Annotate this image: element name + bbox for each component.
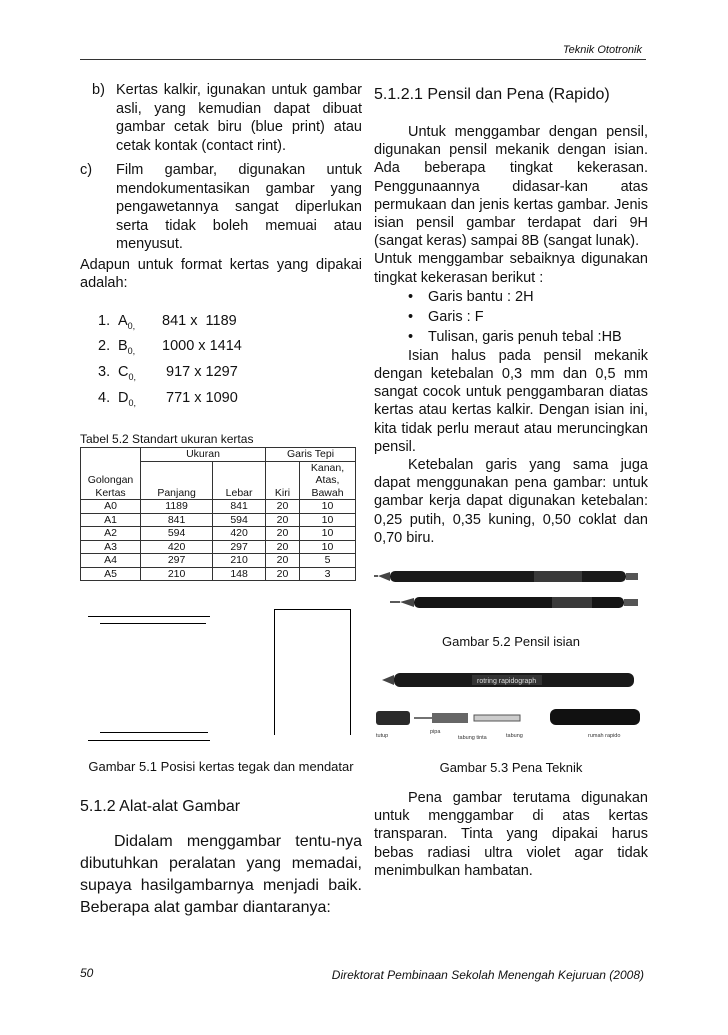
table-row — [81, 513, 356, 527]
table-cell: 420 — [141, 540, 213, 554]
table-cell: 5 — [300, 554, 356, 568]
th-garis-tepi: Garis Tepi — [266, 448, 356, 462]
table-cell: 10 — [300, 500, 356, 514]
format-intro: Adapun untuk format kertas yang dipakai adalah: — [80, 256, 362, 291]
table-cell: 210 — [213, 554, 266, 568]
paper-size-table — [80, 447, 356, 581]
left-column — [80, 75, 362, 919]
bullet-item: • Garis : F — [408, 308, 484, 325]
table-cell: A4 — [81, 554, 141, 568]
table-row — [81, 500, 356, 514]
list-marker: c) — [80, 162, 93, 178]
format-item: 2. $B_{0,}$ 1000 x 1414 — [98, 338, 242, 357]
svg-text:tutup: tutup — [376, 733, 389, 740]
table-cell: 1189 — [141, 500, 213, 514]
figure-5-1-caption: Gambar 5.1 Posisi kertas tegak dan mendatar — [88, 759, 354, 775]
table-cell: 841 — [141, 513, 213, 527]
running-header: Teknik Ototronik — [562, 44, 642, 56]
th-kanan: Kanan, Atas, Bawah — [300, 461, 356, 500]
pencil-1 — [374, 571, 638, 582]
list-item-text: Film gambar, digunakan untuk mendokumentasikan gambar yang pengawetannya sangat diperlukan serta tidak boleh memuai atau menyusut. — [116, 162, 362, 252]
table-cell: 20 — [266, 527, 300, 541]
th-ukuran: Ukuran — [141, 448, 266, 462]
table-cell: 841 — [213, 500, 266, 514]
table-row — [81, 567, 356, 581]
table-cell: 10 — [300, 513, 356, 527]
th-golongan: Golongan Kertas — [81, 448, 141, 500]
table-row — [81, 527, 356, 541]
bullet-item: • Garis bantu : 2H — [408, 288, 534, 305]
portrait-right-line — [350, 609, 351, 735]
landscape-bottom-line — [100, 732, 208, 733]
table-cell: 420 — [213, 527, 266, 541]
svg-text:pipa: pipa — [430, 729, 441, 736]
bullet-item: • Tulisan, garis penuh tebal :HB — [408, 328, 622, 345]
table-cell: 3 — [300, 567, 356, 581]
table-cell: 148 — [213, 567, 266, 581]
format-item: 4. $D_{0,}$ 771 x 1090 — [98, 390, 238, 409]
header-rule — [80, 59, 646, 60]
paragraph-pencil-2: Untuk menggambar sebaiknya digunakan tingkat kekerasan berikut : — [374, 251, 648, 286]
table-body — [81, 500, 356, 581]
page-number: 50 — [80, 966, 94, 980]
table-cell: 20 — [266, 500, 300, 514]
paragraph-pencil-3: Isian halus pada pensil mekanik dengan ketebalan 0,3 mm dan 0,5 mm sangat cocok untuk penggambaran diatas kertas atau kertas kalkir. Dengan isian ini, kita tidak perlu meraut atau meruncingkan pensil. — [374, 347, 648, 455]
landscape-top-line — [88, 616, 210, 617]
table-cell: 20 — [266, 554, 300, 568]
table-cell: 594 — [213, 513, 266, 527]
table-cell: 210 — [141, 567, 213, 581]
table-cell: 10 — [300, 527, 356, 541]
format-item: 1. $A_{0,}$ 841 x 1189 — [98, 312, 237, 331]
list-item-c — [80, 161, 362, 254]
svg-text:tabung: tabung — [506, 733, 523, 740]
th-lebar: Lebar — [213, 461, 266, 500]
table-cell: 20 — [266, 513, 300, 527]
figure-paper-positions — [80, 609, 362, 749]
portrait-left-line — [274, 609, 275, 735]
table-cell: A1 — [81, 513, 141, 527]
figure-5-2-caption: Gambar 5.2 Pensil isian — [441, 634, 580, 650]
table-cell: 20 — [266, 567, 300, 581]
table-row — [81, 554, 356, 568]
svg-text:rumah rapido: rumah rapido — [588, 733, 621, 740]
figure-mechanical-pencils — [374, 565, 648, 649]
list-item-b — [80, 81, 362, 155]
table-cell: A5 — [81, 567, 141, 581]
right-column — [374, 75, 648, 880]
svg-text:rotring rapidograph: rotring rapidograph — [477, 678, 537, 686]
list-item-text: Kertas kalkir, igunakan untuk gambar asli, yang kemudian dapat dibuat gambar cetak biru (blue print) atau cetak kontak (contact rint). — [116, 82, 362, 154]
table-cell: 297 — [141, 554, 213, 568]
footer-publisher: Direktorat Pembinaan Sekolah Menengah Kejuruan (2008) — [331, 968, 644, 982]
table-cell: 20 — [266, 540, 300, 554]
format-item: 3. $C_{0,}$ 917 x 1297 — [98, 364, 238, 383]
pencil-2 — [390, 597, 638, 608]
paragraph-pen: Pena gambar terutama digunakan untuk menggambar di atas kertas transparan. Tinta yang dipakai harus bebas radiasi ultra violet agar tidak menimbulkan hambatan. — [374, 790, 648, 879]
table-cell: 297 — [213, 540, 266, 554]
section-title-pencil: 5.1.2.1 Pensil dan Pena (Rapido) — [374, 86, 610, 103]
format-list — [98, 311, 362, 415]
svg-text:tabung tinta: tabung tinta — [458, 735, 487, 742]
landscape-bottom-line-2 — [88, 740, 210, 741]
figure-5-3-caption: Gambar 5.3 Pena Teknik — [439, 760, 583, 776]
table-cell: 10 — [300, 540, 356, 554]
table-row — [81, 540, 356, 554]
table-cell: A0 — [81, 500, 141, 514]
paragraph-pencil-1: Untuk menggambar dengan pensil, digunakan pensil mekanik dengan isian. Ada beberapa tingkat kekerasan. Penggunaannya didasar-kan atas permukaan dan jenis kertas gambar. Jenis isian pensil gambar terdapat dari 9H (sangat keras) sampai 8B (sangat lunak). — [374, 124, 648, 250]
section-title-tools: 5.1.2 Alat-alat Gambar — [80, 798, 241, 816]
th-kiri: Kiri — [266, 461, 300, 500]
landscape-top-line-2 — [100, 623, 206, 624]
figure-technical-pen — [374, 665, 648, 775]
paragraph-pencil-4: Ketebalan garis yang sama juga dapat menggunakan pena gambar: untuk gambar kerja dapat digunakan ketebalan: 0,25 putih, 0,35 kuning, 0,50 coklat dan 0,70 biru. — [374, 457, 648, 546]
table-cell: A2 — [81, 527, 141, 541]
th-panjang: Panjang — [141, 461, 213, 500]
portrait-top-line — [274, 609, 350, 610]
list-marker: b) — [92, 82, 105, 98]
technical-pen-image — [374, 665, 648, 753]
table-cell: 594 — [141, 527, 213, 541]
section-text-tools: Didalam menggambar tentu-nya dibutuhkan peralatan yang memadai, supaya hasilgambarnya menjadi baik. Beberapa alat gambar diantaranya: — [80, 833, 362, 917]
mechanical-pencils-image — [374, 565, 648, 621]
table-cell: A3 — [81, 540, 141, 554]
table-caption: Tabel 5.2 Standart ukuran kertas — [80, 432, 254, 447]
